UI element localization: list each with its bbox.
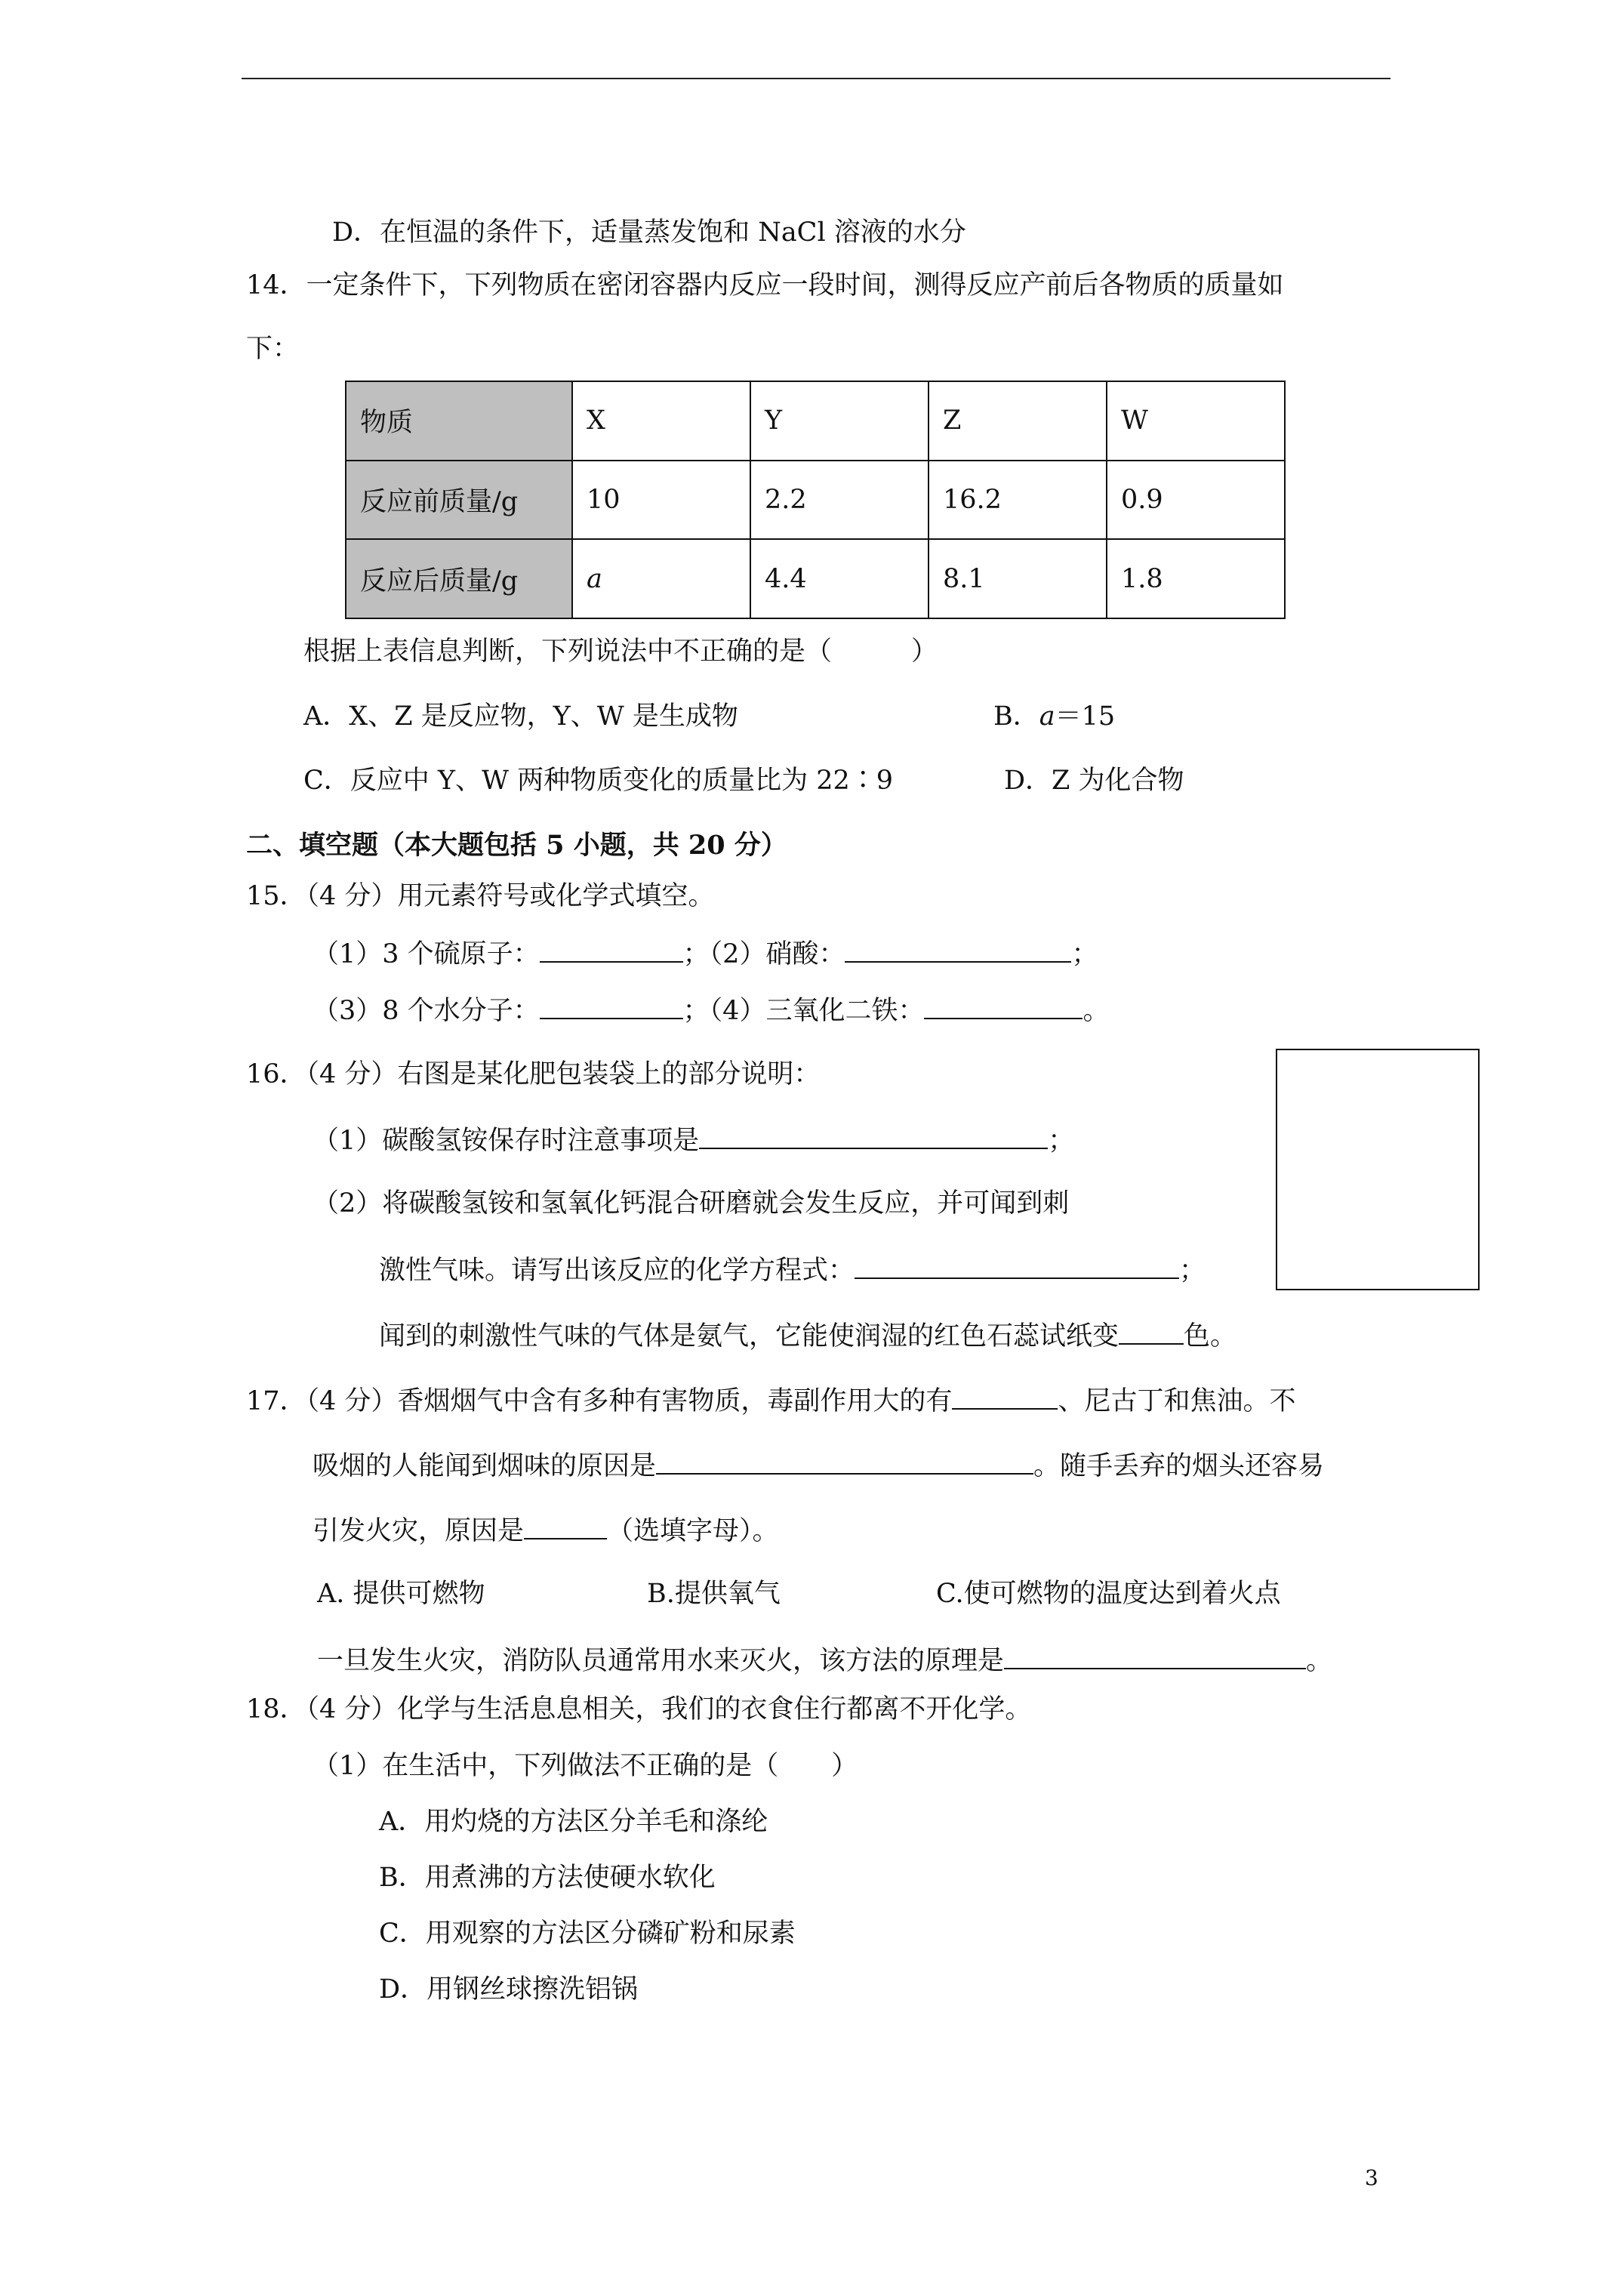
q16-part4 (379, 1316, 1236, 1354)
q15-part3-label: （3）8 个水分子： (313, 996, 540, 1026)
q17-line2 (313, 1446, 1324, 1484)
q17-line3-end: （选填字母）。 (607, 1516, 779, 1546)
q16-part4-label: 闻到的刺激性气味的气体是氨气，它能使润湿的红色石蕊试纸变 (379, 1321, 1119, 1351)
table-cell: 4.4 (750, 539, 929, 618)
answer-blank[interactable] (855, 1250, 1179, 1279)
table-cell: X (572, 381, 750, 461)
table-cell: 16.2 (929, 461, 1107, 540)
answer-blank[interactable] (540, 991, 683, 1019)
q15-stem: 15．（4 分）用元素符号或化学式填空。 (246, 881, 715, 911)
table-cell: 反应前质量/g (346, 461, 572, 540)
table-cell: Y (750, 381, 929, 461)
q17-line2-end: 。随手丢弃的烟头还容易 (1033, 1451, 1325, 1481)
answer-blank[interactable] (699, 1120, 1048, 1149)
header-rule (242, 78, 1390, 79)
q17-line5-end: 。 (1306, 1646, 1333, 1676)
table-cell: 物质 (346, 381, 572, 461)
q18-option-c: C．用观察的方法区分磷矿粉和尿素 (379, 1918, 796, 1949)
q18-option-b: B．用煮沸的方法使硬水软化 (379, 1863, 716, 1893)
q17-option-b: B.提供氧气 (647, 1579, 781, 1609)
q18-stem: 18．（4 分）化学与生活息息相关，我们的衣食住行都离不开化学。 (246, 1694, 1032, 1724)
q15-line2-end: 。 (1083, 996, 1110, 1026)
page-number: 3 (1365, 2165, 1378, 2190)
q14-stem-line1: 14．一定条件下，下列物质在密闭容器内反应一段时间，测得反应产前后各物质的质量如 (246, 270, 1284, 300)
q15-part2-label: ；（2）硝酸： (682, 939, 845, 969)
q17-option-c: C.使可燃物的温度达到着火点 (936, 1579, 1281, 1609)
q18-option-d: D．用钢丝球擦洗铝锅 (379, 1974, 639, 2005)
table-cell: Z (929, 381, 1107, 461)
q16-part1-end: ； (1048, 1126, 1075, 1156)
q15-line1 (313, 934, 1098, 972)
table-cell: 2.2 (750, 461, 929, 540)
q14-stem-line2: 下： (246, 334, 300, 364)
q17-line3 (313, 1511, 779, 1549)
q14-option-a: A．X、Z 是反应物，Y、W 是生成物 (303, 701, 738, 732)
q16-part1 (313, 1120, 1074, 1159)
answer-blank[interactable] (1004, 1641, 1306, 1669)
q18-sub1: （1）在生活中，下列做法不正确的是（ ） (313, 1751, 858, 1781)
q15-line1-end: ； (1071, 939, 1098, 969)
q17-line1-text: 17．（4 分）香烟烟气中含有多种有害物质，毒副作用大的有 (246, 1386, 953, 1416)
table-cell: 反应后质量/g (346, 539, 572, 618)
q15-part1-label: （1）3 个硫原子： (313, 939, 540, 969)
q17-line3-text: 引发火灾，原因是 (313, 1516, 525, 1546)
q14-mass-table (345, 381, 1286, 619)
q17-line5 (317, 1641, 1332, 1679)
q14-option-b-value: ＝15 (1055, 701, 1116, 732)
q16-part1-label: （1）碳酸氢铵保存时注意事项是 (313, 1126, 700, 1156)
q16-part4-end: 色。 (1184, 1321, 1237, 1351)
answer-blank[interactable] (656, 1446, 1033, 1475)
table-cell: 10 (572, 461, 750, 540)
table-cell: W (1107, 381, 1285, 461)
answer-blank[interactable] (540, 934, 683, 963)
answer-blank[interactable] (845, 934, 1071, 963)
q13-option-d: D．在恒温的条件下，适量蒸发饱和 NaCl 溶液的水分 (332, 217, 966, 248)
q16-part3-label: 激性气味。请写出该反应的化学方程式： (379, 1256, 855, 1286)
table-row (346, 539, 1285, 618)
table-row (346, 381, 1285, 461)
q15-part4-label: ；（4）三氧化二铁： (682, 996, 925, 1026)
answer-blank[interactable] (952, 1381, 1058, 1410)
q18-option-a: A．用灼烧的方法区分羊毛和涤纶 (379, 1807, 768, 1837)
q17-line2-text: 吸烟的人能闻到烟味的原因是 (313, 1451, 657, 1481)
answer-blank[interactable] (1119, 1316, 1184, 1345)
q14-question: 根据上表信息判断，下列说法中不正确的是（ ） (303, 636, 938, 667)
q17-line1 (246, 1381, 1295, 1419)
q14-option-b (993, 698, 1115, 735)
q17-line1-end: 、尼古丁和焦油。不 (1058, 1386, 1296, 1416)
q17-line5-text: 一旦发生火灾，消防队员通常用水来灭火，该方法的原理是 (317, 1646, 1005, 1676)
table-cell: a (572, 539, 750, 618)
q15-line2 (313, 991, 1109, 1029)
table-row (346, 461, 1285, 540)
q17-option-a: A. 提供可燃物 (317, 1579, 485, 1609)
q14-option-b-variable: a (1039, 701, 1055, 732)
answer-blank[interactable] (924, 991, 1083, 1019)
q16-part3-end: ； (1179, 1256, 1206, 1286)
table-cell: 0.9 (1107, 461, 1285, 540)
q16-stem: 16．（4 分）右图是某化肥包装袋上的部分说明： (246, 1059, 821, 1089)
section-title: 二、填空题（本大题包括 5 小题，共 20 分） (246, 830, 787, 861)
q16-part3 (379, 1250, 1206, 1289)
q14-option-b-prefix: B． (993, 701, 1039, 732)
q14-option-c: C．反应中 Y、W 两种物质变化的质量比为 22∶9 (303, 766, 894, 796)
table-cell: 1.8 (1107, 539, 1285, 618)
q14-option-d: D．Z 为化合物 (1004, 766, 1184, 796)
q16-part2: （2）将碳酸氢铵和氢氧化钙混合研磨就会发生反应，并可闻到刺 (313, 1188, 1070, 1219)
fertilizer-label-figure (1276, 1049, 1480, 1290)
answer-blank[interactable] (524, 1511, 607, 1539)
table-cell: 8.1 (929, 539, 1107, 618)
